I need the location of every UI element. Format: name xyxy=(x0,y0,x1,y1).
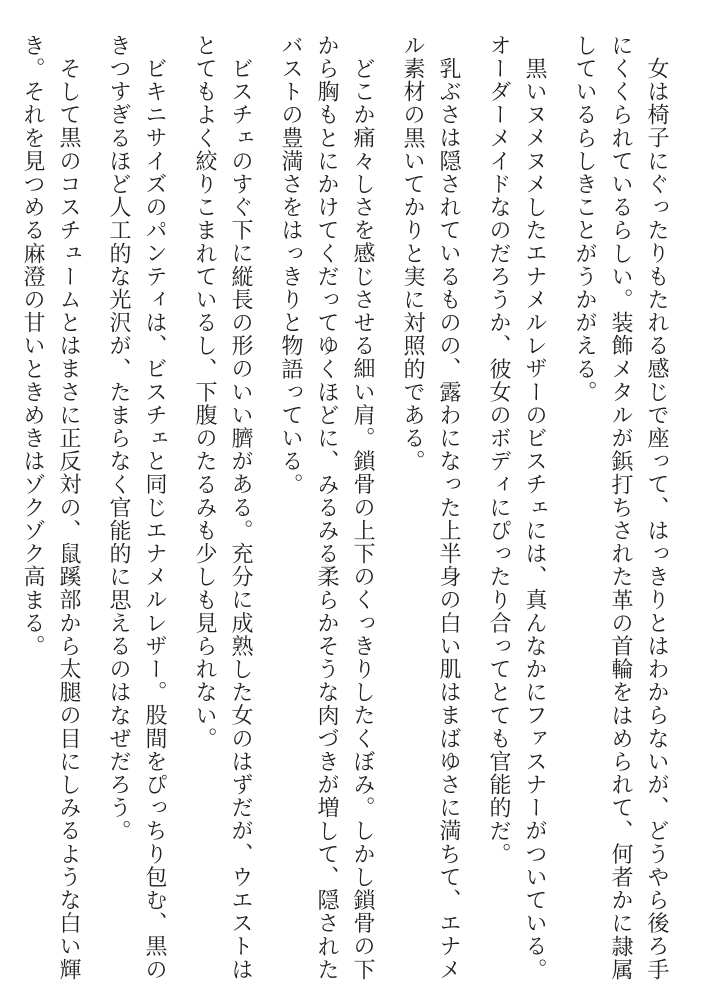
text-line: とてもよく絞りこまれているし、下腹のたるみも少しも見られない。 xyxy=(192,34,217,751)
paragraph xyxy=(100,34,172,988)
text-line: バストの豊満さをはっきりと物語っている。 xyxy=(278,34,303,496)
text-line: きつすぎるほど人工的な光沢が、たまらなく官能的に思えるのはなぜだろう。 xyxy=(106,34,131,843)
text-line: 女は椅子にぐったりもたれる感じで座って、はっきりとはわからないが、どうやら後ろ手 xyxy=(644,57,669,981)
text-line: 黒いヌメヌメしたエナメルレザーのビスチェには、真んなかにファスナーがついている。 xyxy=(522,57,547,981)
text-line: ビキニサイズのパンティは、ビスチェと同じエナメルレザー。股間をぴっちり包む、黒の xyxy=(142,57,167,981)
text-line: どこか痛々しさを感じさせる細い肩。鎖骨の上下のくっきりしたくぼみ。しかし鎖骨の下 xyxy=(350,57,375,981)
vertical-text-flow xyxy=(14,34,674,988)
text-line: しているらしきことがうかがえる。 xyxy=(572,34,597,404)
text-line: 乳ぶさは隠されているものの、露わになった上半身の白い肌はまばゆさに満ちて、エナメ xyxy=(436,57,461,981)
paragraph xyxy=(480,34,552,988)
text-line: から胸もとにかけてくだってゆくほどに、みるみる柔らかそうな肉づきが増して、隠された xyxy=(314,34,339,982)
paragraph xyxy=(272,34,380,988)
text-line: にくくられているらしい。装飾メタルが鋲打ちされた革の首輪をはめられて、何者かに隷属 xyxy=(608,34,633,982)
text-line: ル素材の黒いてかりと実に対照的である。 xyxy=(400,34,425,473)
text-line: そして黒のコスチュームとはまさに正反対の、鼠蹊部から太腿の目にしみるような白い輝 xyxy=(56,57,81,981)
paragraph xyxy=(186,34,258,988)
text-line: オーダーメイドなのだろうか、彼女のボディにぴったり合ってとても官能的だ。 xyxy=(486,34,511,866)
paragraph xyxy=(566,34,674,988)
paragraph xyxy=(14,34,86,988)
text-line: き。それを見つめる麻澄の甘いときめきはゾクゾク高まる。 xyxy=(20,34,45,658)
paragraph xyxy=(394,34,466,988)
text-line: ビスチェのすぐ下に縦長の形のいい臍がある。充分に成熟した女のはずだが、ウエストは xyxy=(228,57,253,981)
